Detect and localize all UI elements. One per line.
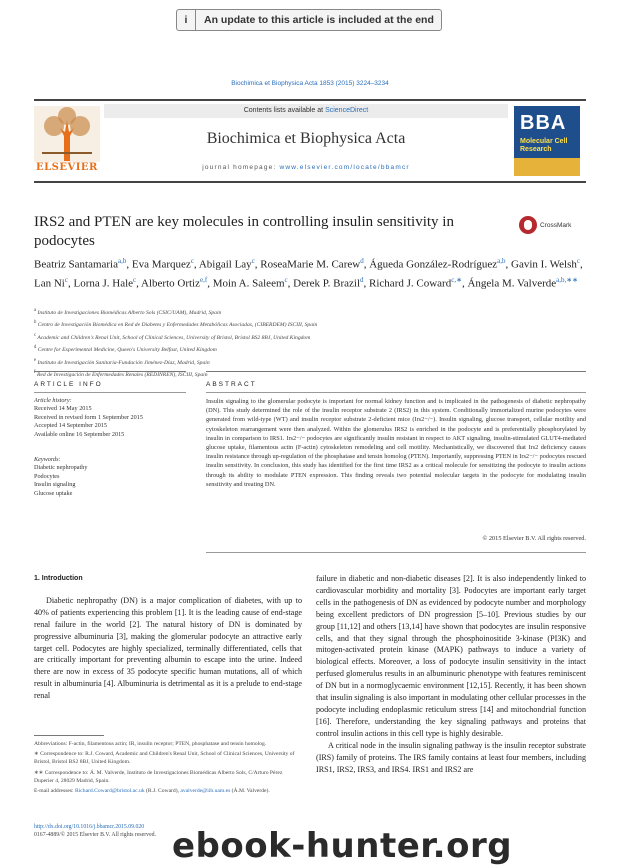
body-left-column <box>34 573 302 702</box>
keyword: Insulin signaling <box>34 481 76 489</box>
author-affiliation-marker[interactable]: c <box>64 275 68 284</box>
author-separator: , <box>363 277 370 290</box>
info-icon: i <box>177 10 196 30</box>
footnote-correspondence: ∗∗ Correspondence to: Á. M. Valverde, Instituto de Investigaciones Biomédicas Alberto Sols, C/Arturo Pérez Duperier 4, 28029 Madrid, Spain. <box>34 769 283 784</box>
author-name[interactable]: Lan Ni <box>34 277 65 290</box>
watermark: ebook-hunter.org <box>172 826 513 866</box>
keyword: Podocytes <box>34 472 60 480</box>
crossmark-button[interactable] <box>519 216 571 234</box>
affiliation-item <box>34 343 586 355</box>
author-name[interactable]: Ángela M. Valverde <box>467 277 557 290</box>
abstract-rule <box>206 371 586 372</box>
author-separator: , <box>67 277 74 290</box>
affiliation-key: d <box>34 345 37 351</box>
journal-homepage <box>104 164 508 171</box>
email-prefix: E-mail addresses: <box>34 788 76 795</box>
article-info-heading: ARTICLE INFO <box>34 381 103 388</box>
author-affiliation-marker[interactable]: c <box>190 257 194 265</box>
author-name[interactable]: Águeda González-Rodríguez <box>369 258 498 271</box>
author-affiliation-marker[interactable]: e,f <box>200 275 208 284</box>
affiliation-key: f <box>34 370 36 376</box>
email-suffix: (R.J. Coward), <box>144 788 181 795</box>
article-info-rule <box>34 371 186 372</box>
footnote-abbreviations: Abbreviations: F-actin, filamentous actin; IR, insulin receptor; PTEN, phosphatase and tensin homolog. <box>34 741 267 747</box>
history-item: Received in revised form 1 September 2015 <box>34 413 143 421</box>
affiliation-text: Instituto de Investigaciones Biomédicas Alberto Sols (CSIC/UAM), Madrid, Spain <box>37 309 222 316</box>
keyword: Diabetic nephropathy <box>34 464 88 472</box>
author-separator: , <box>287 277 294 290</box>
author-name[interactable]: Abigail Lay <box>198 258 252 271</box>
footnote-correspondence: ∗ Correspondence to: R.J. Coward, Academic and Children's Renal Unit, School of Clinical Sciences, University of Bristol, Bristol BS2 8BJ, United Kingdom. <box>34 751 295 766</box>
author-separator: , <box>193 258 199 271</box>
author-name[interactable]: RoseaMarie M. Carew <box>260 258 361 271</box>
footnote-rule <box>34 735 104 736</box>
contents-bar <box>104 104 508 118</box>
affiliation-list <box>34 306 586 381</box>
author-name[interactable]: Beatriz Santamaria <box>34 258 118 271</box>
update-banner[interactable] <box>176 9 442 31</box>
update-banner-text: An update to this article is included at the end <box>204 14 434 26</box>
article-title: IRS2 and PTEN are key molecules in controlling insulin sensitivity in podocytes <box>34 214 454 249</box>
history-item: Received 14 May 2015 <box>34 405 92 413</box>
author-separator: , <box>254 258 261 271</box>
publisher-name: ELSEVIER <box>36 162 98 173</box>
author-separator: , <box>126 258 132 271</box>
author-separator: , <box>136 277 142 290</box>
keyword: Glucose uptake <box>34 489 73 497</box>
affiliation-text: Academic and Children's Renal Unit, School of Clinical Sciences, University of Bristol, Bristol BS2 8BJ, United Kingdom <box>37 334 311 341</box>
header-bottom-rule <box>34 181 586 183</box>
cover-stripe <box>514 158 580 176</box>
author-name[interactable]: Eva Marquez <box>131 258 191 271</box>
author-name[interactable]: Derek P. Brazil <box>293 277 361 290</box>
email-link[interactable]: Richard.Coward@bristol.ac.uk <box>75 788 145 795</box>
journal-reference[interactable]: Biochimica et Biophysica Acta 1853 (2015) 3224–3234 <box>231 80 389 87</box>
affiliation-item <box>34 306 586 318</box>
journal-name: Biochimica et Biophysica Acta <box>206 130 406 147</box>
author-affiliation-marker[interactable]: d <box>360 257 364 265</box>
crossmark-icon <box>519 216 537 234</box>
author-affiliation-marker[interactable]: d <box>360 275 364 284</box>
abstract-subrule <box>206 392 586 393</box>
history-heading: Article history: <box>34 397 72 404</box>
footnotes <box>34 740 302 797</box>
section-heading: 1. Introduction <box>34 575 83 582</box>
author-list <box>34 254 586 291</box>
affiliation-key: a <box>34 308 37 313</box>
author-separator: , <box>505 258 512 271</box>
author-affiliation-marker[interactable]: a,b <box>497 257 506 265</box>
body-paragraph: failure in diabetic and non-diabetic diseases [2]. It is also independently linked to cardiovascular morbidity and mortality [3]. Podocytes are important early target cells in the pathogenesis of DN as evidenced by podocyte number and morphology being excellent predictors of DN progression [5–10]. Previous studies by our group [11,12] and others [13,14] have shown that podocytes are insulin responsive cells, and that they signal through the phosphoinositide 3-kinase (PI3K) and mitogen-activated protein kinase (MAPK) pathways to induce a variety of biological effects. Moreover, a loss of podocyte insulin sensitivity in the intact perfused glomerulus results in an albuminuric phenotype with features reminiscent of DN but in a normoglycaemic environment [12,15]. Recently, it has been shown that insulin signaling is also important in modulating other cellular processes in the podocyte including endoplasmic reticulum stress [14] and mitochondrial function [16]. Therefore, understanding the key signaling pathways and proteins that control insulin actions in this cell type is highly desirable. <box>316 574 586 738</box>
author-affiliation-marker[interactable]: c <box>284 275 288 284</box>
abstract-bottom-rule <box>206 552 586 553</box>
email-suffix: (Á.M. Valverde). <box>230 788 270 795</box>
author-name[interactable]: Alberto Ortiz <box>141 277 200 290</box>
affiliation-key: e <box>34 357 37 363</box>
doi-link[interactable]: http://dx.doi.org/10.1016/j.bbamcr.2015.09.020 <box>34 824 145 830</box>
author-name[interactable]: Richard J. Coward <box>369 277 452 290</box>
author-affiliation-marker[interactable]: a,b,∗∗ <box>556 275 578 284</box>
author-name[interactable]: Gavin I. Welsh <box>511 258 577 271</box>
author-affiliation-marker[interactable]: c,∗ <box>451 275 462 284</box>
affiliation-item <box>34 356 586 368</box>
author-separator: , <box>363 258 370 271</box>
body-right-column <box>316 573 586 775</box>
author-name[interactable]: Moin A. Saleem <box>212 277 285 290</box>
history-item: Available online 16 September 2015 <box>34 430 125 438</box>
affiliation-key: b <box>34 320 37 326</box>
email-link[interactable]: avalverde@iib.uam.es <box>180 788 231 795</box>
author-separator: , <box>461 277 468 290</box>
article-info-subrule <box>34 392 186 393</box>
author-affiliation-marker[interactable]: a,b <box>118 257 127 265</box>
author-separator: , <box>207 277 213 290</box>
body-paragraph: Diabetic nephropathy (DN) is a major complication of diabetes, with up to 40% of patients experiencing this problem [1]. It is the leading cause of end-stage renal failure in the world [2]. The natural history of DN is dominated by progressive albuminuria [3], making the glomerular podocyte an attractive early target cell. Podocytes are highly specialized, terminally differentiated, cells that are critically important for preventing albumin to escape into the urine. Indeed there are now in excess of 35 podocyte specific human mutations, all of which result in albuminuria [4]. Albuminuria is detrimental as it is a prelude to end-stage renal <box>34 595 302 701</box>
cover-subtitle-line2: Research <box>520 146 552 153</box>
body-paragraph: A critical node in the insulin signaling pathway is the insulin receptor substrate (IRS) family of proteins. The IRS family contains at least four members, including IRS1, IRS2, IRS3, and IRS4. IRS1 and IRS2 are <box>316 740 586 774</box>
author-affiliation-marker[interactable]: c <box>251 257 255 265</box>
affiliation-text: Instituto de Investigación Sanitaria-Fundación Jiménez-Díaz, Madrid, Spain <box>37 359 210 366</box>
affiliation-text: Centre for Experimental Medicine, Queen's University Belfast, United Kingdom <box>37 347 217 354</box>
journal-cover <box>514 106 580 176</box>
cover-subtitle-line1: Molecular Cell <box>520 138 568 145</box>
keywords <box>34 456 184 498</box>
contents-prefix: Contents lists available at <box>243 107 326 114</box>
abstract-text: Insulin signaling to the glomerular podocyte is important for normal kidney function and is implicated in the pathogenesis of diabetic nephropathy (DN). This study determined the role of the insulin receptor substrate 2 (IRS2) in this system. Conditionally immortalized murine podocytes were generated from wild-type (WT) and insulin receptor substrate 2-deficient mice (Irs2−/−). Insulin signaling, glucose transport, cellular motility and cytoskeleton rearrangement were then analyzed. Within the glomerulus IRS2 is enriched in the podocyte and is preferentially phosphorylated by insulin in comparison to IRS1. Irs2−/− podocytes are significantly insulin resistant in respect to AKT signaling, insulin-stimulated GLUT4-mediated glucose uptake, filamentous actin (F-actin) cytoskeleton remodeling and cell motility. Mechanistically, we discovered that Irs2 deficiency causes insulin resistance through up-regulation of the phosphatase and tensin homolog (PTEN). Importantly, suppressing PTEN in Irs2−/− podocytes rescued insulin sensitivity. In conclusion, this study has identified for the first time IRS2 as a critical molecule for sensitizing the podocyte to insulin actions through its ability to modulate PTEN expression. This finding reveals two potential molecular targets in the podocyte for modulating insulin sensitivity and treating DN. <box>206 398 586 488</box>
affiliation-item <box>34 331 586 343</box>
homepage-link[interactable]: www.elsevier.com/locate/bbamcr <box>279 164 410 171</box>
cover-subtitle <box>520 138 567 154</box>
issn-line: 0167-4889/© 2015 Elsevier B.V. All rights reserved. <box>34 832 156 838</box>
copyright-notice: © 2015 Elsevier B.V. All rights reserved. <box>482 535 586 542</box>
cover-title: BBA <box>520 112 567 134</box>
author-separator: , <box>579 258 583 271</box>
affiliation-item <box>34 318 586 330</box>
abstract-heading: ABSTRACT <box>206 381 257 388</box>
affiliation-text: Red de Investigación de Enfermedades Renales (REDINREN), ISCIII, Spain <box>36 372 208 379</box>
affiliation-key: c <box>34 332 37 338</box>
author-affiliation-marker[interactable]: c <box>576 257 580 265</box>
header-top-rule <box>34 99 586 101</box>
keywords-heading: Keywords: <box>34 456 61 463</box>
journal-header <box>34 102 586 179</box>
affiliation-text: Centro de Investigación Biomédica en Red de Diabetes y Enfermedades Metabólicas Asociadas, (CIBERDEM) ISCIII, Spain <box>37 322 318 329</box>
history-item: Accepted 14 September 2015 <box>34 422 108 430</box>
homepage-prefix: journal homepage: <box>202 164 280 171</box>
article-history <box>34 397 184 439</box>
author-affiliation-marker[interactable]: c <box>133 275 137 284</box>
crossmark-label: CrossMark <box>540 221 572 229</box>
sciencedirect-link[interactable]: ScienceDirect <box>325 107 369 114</box>
author-name[interactable]: Lorna J. Hale <box>73 277 134 290</box>
footnote-emails <box>34 787 302 795</box>
